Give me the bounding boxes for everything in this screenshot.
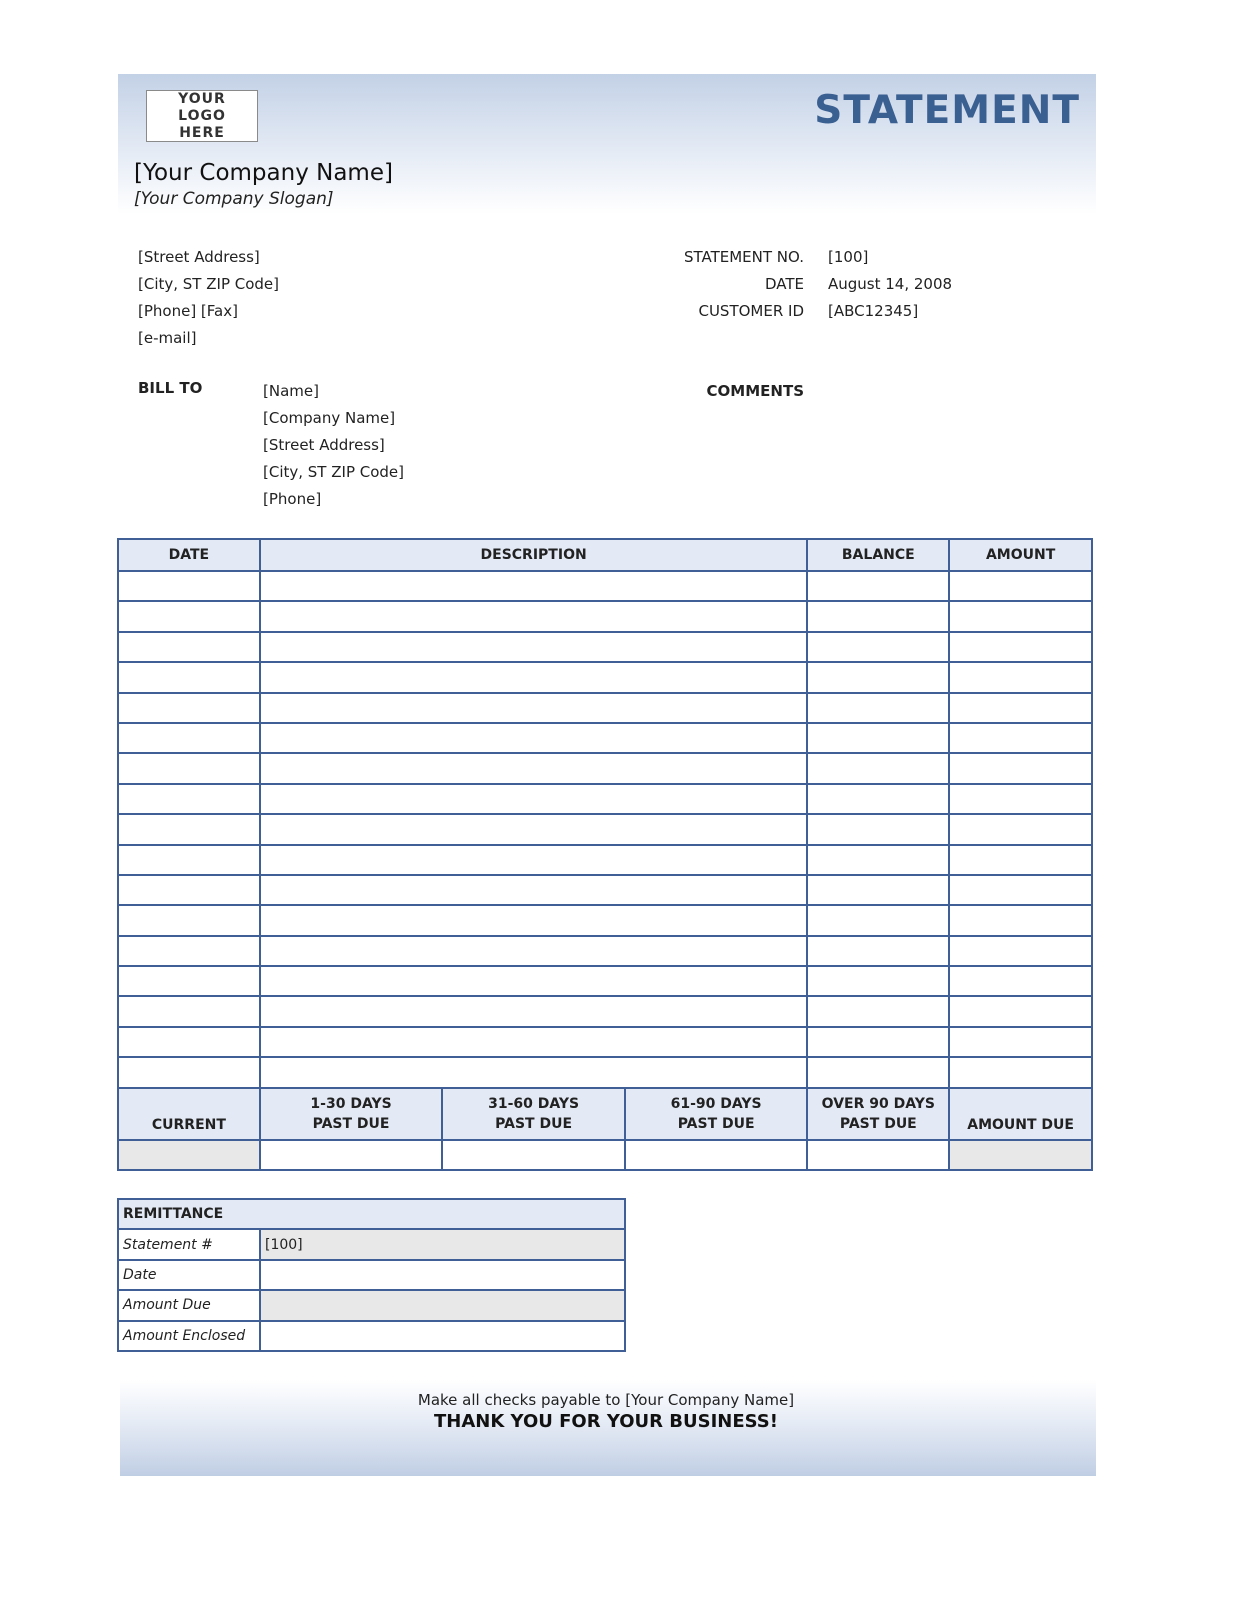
company-slogan: [Your Company Slogan] [134,189,334,209]
table-row [118,875,1092,905]
amount-cell[interactable] [949,632,1092,662]
logo-placeholder [146,90,258,142]
balance-cell[interactable] [807,1057,949,1087]
description-cell[interactable] [260,845,808,875]
date-cell[interactable] [118,875,260,905]
aging-current-header [118,1088,260,1140]
aging-1-30-value-cell[interactable] [260,1140,443,1170]
description-cell[interactable] [260,905,808,935]
amount-cell[interactable] [949,723,1092,753]
aging-amount-due-header [949,1088,1092,1140]
balance-cell[interactable] [807,662,949,692]
date-value: August 14, 2008 [828,275,953,293]
balance-cell[interactable] [807,845,949,875]
table-row [118,632,1092,662]
amount-cell[interactable] [949,905,1092,935]
description-cell[interactable] [260,875,808,905]
description-cell[interactable] [260,814,808,844]
remittance-title: REMITTANCE [118,1199,625,1229]
aging-31-60-label-line1: 31-60 DAYS [488,1095,580,1112]
date-cell[interactable] [118,905,260,935]
balance-cell[interactable] [807,905,949,935]
aging-over-90-value-cell[interactable] [807,1140,949,1170]
balance-cell[interactable] [807,571,949,601]
description-cell[interactable] [260,996,808,1026]
aging-header-row [118,1088,1092,1140]
remittance-table [117,1198,626,1352]
aging-31-60-value-cell[interactable] [442,1140,625,1170]
statement-no-value: [100] [828,248,869,266]
description-cell[interactable] [260,753,808,783]
current-value-cell[interactable] [118,1140,260,1170]
thank-you-note: THANK YOU FOR YOUR BUSINESS! [434,1411,778,1432]
description-cell[interactable] [260,693,808,723]
balance-cell[interactable] [807,966,949,996]
remittance-amount-enclosed-value[interactable] [260,1321,625,1351]
date-cell[interactable] [118,936,260,966]
amount-cell[interactable] [949,1057,1092,1087]
balance-cell[interactable] [807,601,949,631]
date-cell[interactable] [118,1057,260,1087]
table-row [118,845,1092,875]
amount-cell[interactable] [949,601,1092,631]
aging-31-60-label-line2: PAST DUE [495,1115,573,1132]
description-cell[interactable] [260,632,808,662]
date-cell[interactable] [118,753,260,783]
aging-amount-due-label: AMOUNT DUE [967,1116,1074,1133]
aging-current-label: CURRENT [151,1116,226,1133]
column-header-description: DESCRIPTION [260,539,808,571]
amount-cell[interactable] [949,966,1092,996]
amount-cell[interactable] [949,1027,1092,1057]
description-cell[interactable] [260,723,808,753]
amount-cell[interactable] [949,662,1092,692]
table-row [118,601,1092,631]
date-cell[interactable] [118,632,260,662]
balance-cell[interactable] [807,996,949,1026]
comments-label: COMMENTS [706,382,804,400]
date-cell[interactable] [118,996,260,1026]
bill-to-label: BILL TO [138,379,203,397]
statement-table [117,538,1093,1171]
table-row [118,784,1092,814]
table-row [118,936,1092,966]
remittance-date-label: Date [118,1260,260,1290]
balance-cell[interactable] [807,1027,949,1057]
balance-cell[interactable] [807,693,949,723]
bill-to-phone: [Phone] [263,490,322,508]
company-name: [Your Company Name] [134,160,393,186]
aging-1-30-header [260,1088,443,1140]
table-row [118,905,1092,935]
amount-cell[interactable] [949,753,1092,783]
amount-cell[interactable] [949,571,1092,601]
balance-cell[interactable] [807,753,949,783]
date-cell[interactable] [118,693,260,723]
balance-cell[interactable] [807,936,949,966]
logo-text: YOUR LOGO HERE [178,90,226,141]
bill-to-street: [Street Address] [263,436,385,454]
table-row [118,571,1092,601]
date-cell[interactable] [118,814,260,844]
description-cell[interactable] [260,936,808,966]
aging-61-90-header [625,1088,808,1140]
date-cell[interactable] [118,845,260,875]
sender-street: [Street Address] [138,248,260,266]
date-cell[interactable] [118,571,260,601]
table-row [118,693,1092,723]
amount-cell[interactable] [949,845,1092,875]
customer-id-label: CUSTOMER ID [698,302,804,320]
document-title: STATEMENT [814,88,1080,133]
aging-over-90-label-line1: OVER 90 DAYS [821,1095,935,1112]
aging-61-90-value-cell[interactable] [625,1140,808,1170]
bill-to-company: [Company Name] [263,409,396,427]
bill-to-name: [Name] [263,382,319,400]
remittance-amount-enclosed-label: Amount Enclosed [118,1321,260,1351]
aging-61-90-label-line2: PAST DUE [677,1115,755,1132]
aging-1-30-label-line1: 1-30 DAYS [310,1095,392,1112]
balance-cell[interactable] [807,875,949,905]
date-cell[interactable] [118,601,260,631]
bill-to-city: [City, ST ZIP Code] [263,463,405,481]
date-cell[interactable] [118,966,260,996]
amount-cell[interactable] [949,875,1092,905]
balance-cell[interactable] [807,723,949,753]
aging-over-90-label-line2: PAST DUE [839,1115,917,1132]
remittance-amount-due-label: Amount Due [118,1290,260,1320]
amount-cell[interactable] [949,996,1092,1026]
statement-no-label: STATEMENT NO. [683,248,804,266]
date-cell[interactable] [118,784,260,814]
amount-cell[interactable] [949,814,1092,844]
description-cell[interactable] [260,966,808,996]
amount-cell[interactable] [949,784,1092,814]
sender-city: [City, ST ZIP Code] [138,275,280,293]
aging-61-90-label-line1: 61-90 DAYS [670,1095,762,1112]
date-cell[interactable] [118,1027,260,1057]
payable-note: Make all checks payable to [Your Company Name] [417,1391,795,1409]
aging-over-90-header [807,1088,949,1140]
column-header-amount: AMOUNT [949,539,1092,571]
table-row [118,966,1092,996]
remittance-statement-label: Statement # [118,1229,260,1259]
balance-cell[interactable] [807,784,949,814]
table-row [118,1027,1092,1057]
description-cell[interactable] [260,784,808,814]
description-cell[interactable] [260,601,808,631]
table-row [118,753,1092,783]
balance-cell[interactable] [807,814,949,844]
table-row [118,1057,1092,1087]
balance-cell[interactable] [807,632,949,662]
table-row [118,814,1092,844]
amount-cell[interactable] [949,936,1092,966]
description-cell[interactable] [260,1027,808,1057]
description-cell[interactable] [260,1057,808,1087]
table-row [118,662,1092,692]
customer-id-value: [ABC12345] [828,302,919,320]
amount-due-value-cell[interactable] [949,1140,1092,1170]
column-header-date: DATE [118,539,260,571]
description-cell[interactable] [260,662,808,692]
aging-1-30-label-line2: PAST DUE [312,1115,390,1132]
aging-31-60-header [442,1088,625,1140]
remittance-amount-due-value[interactable] [260,1290,625,1320]
date-cell[interactable] [118,723,260,753]
description-cell[interactable] [260,571,808,601]
sender-email: [e-mail] [138,329,197,347]
date-cell[interactable] [118,662,260,692]
remittance-date-value[interactable] [260,1260,625,1290]
table-row [118,996,1092,1026]
column-header-balance: BALANCE [807,539,949,571]
aging-values-row [118,1140,1092,1170]
remittance-statement-value[interactable]: [100] [260,1229,625,1259]
sender-phone-fax: [Phone] [Fax] [138,302,238,320]
date-label: DATE [764,275,804,293]
table-row [118,723,1092,753]
amount-cell[interactable] [949,693,1092,723]
